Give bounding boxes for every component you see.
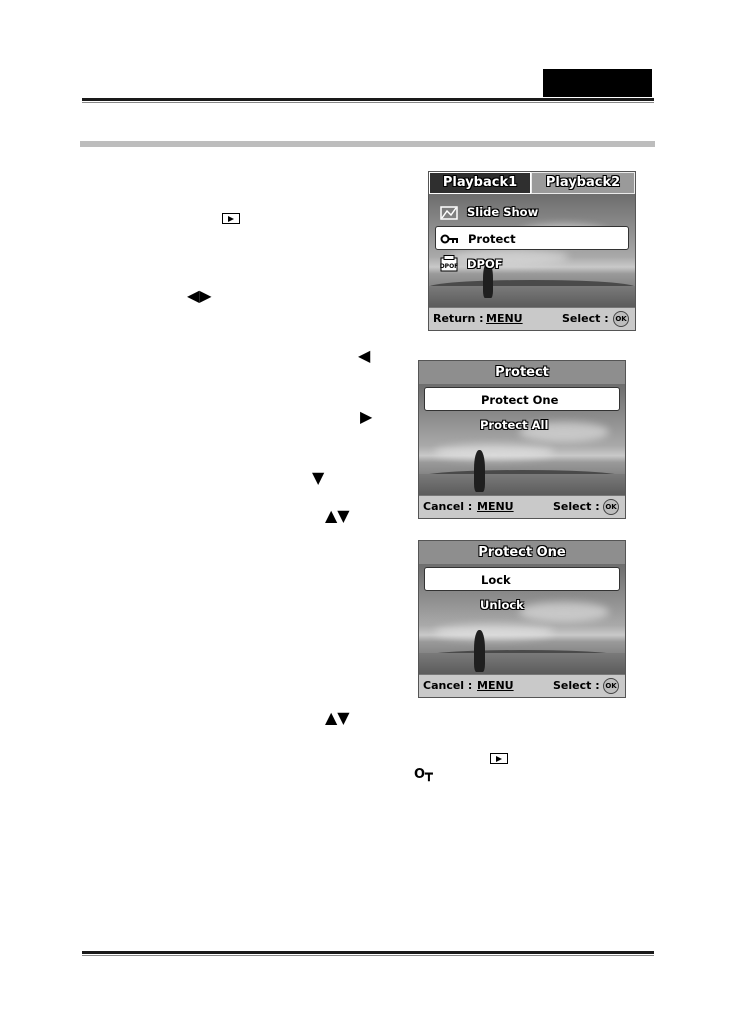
up-down-arrow-icon-2: ▲▼ xyxy=(325,708,350,727)
footer-select-label: Select : xyxy=(562,312,609,325)
ok-button-icon: OK xyxy=(603,678,619,694)
footer-cancel-label: Cancel : xyxy=(423,679,473,692)
svg-text:DPOF: DPOF xyxy=(439,263,459,270)
left-arrow-icon: ◀ xyxy=(358,346,371,365)
footer-menu-key: MENU xyxy=(477,500,514,513)
menu-item-label: Protect xyxy=(468,232,516,246)
lcd-footer xyxy=(419,674,625,697)
lcd-protect-one-menu xyxy=(418,540,626,698)
footer-select-label: Select : xyxy=(553,679,600,692)
footer-menu-key: MENU xyxy=(477,679,514,692)
right-arrow-icon: ▶ xyxy=(360,407,373,426)
menu-item-dpof[interactable] xyxy=(435,252,629,276)
footer-return-label: Return : xyxy=(433,312,484,325)
key-icon-inline: O┳ xyxy=(414,767,433,782)
key-icon xyxy=(440,230,460,248)
menu-item-label: Protect One xyxy=(481,393,559,407)
menu-item-label: Unlock xyxy=(480,598,524,612)
footer-rule-thin xyxy=(82,955,654,956)
tab-playback1[interactable]: Playback1 xyxy=(429,172,531,194)
lcd-header xyxy=(429,172,635,194)
playback-mode-icon-2 xyxy=(490,753,508,764)
menu-item-protect-all[interactable] xyxy=(424,413,620,437)
lcd-title: Protect xyxy=(495,365,549,380)
down-arrow-icon: ▼ xyxy=(312,468,325,487)
menu-item-protect[interactable] xyxy=(435,226,629,250)
section-bar xyxy=(80,141,655,147)
lcd-footer xyxy=(429,307,635,330)
up-down-arrow-icon: ▲▼ xyxy=(325,506,350,525)
lcd-protect-menu xyxy=(418,360,626,519)
header-rule xyxy=(82,98,654,101)
lcd-header xyxy=(419,541,625,564)
footer-cancel-label: Cancel : xyxy=(423,500,473,513)
tab-playback2[interactable]: Playback2 xyxy=(531,172,635,194)
menu-item-unlock[interactable] xyxy=(424,593,620,617)
footer-menu-key: MENU xyxy=(486,312,523,325)
menu-item-lock[interactable] xyxy=(424,567,620,591)
menu-item-label: DPOF xyxy=(467,257,503,271)
menu-item-label: Slide Show xyxy=(467,205,539,219)
lcd-playback-menu xyxy=(428,171,636,331)
language-tab xyxy=(543,69,652,97)
lcd-footer xyxy=(419,495,625,518)
menu-item-slide-show[interactable] xyxy=(435,200,629,224)
menu-item-label: Lock xyxy=(481,573,511,587)
ok-button-icon: OK xyxy=(613,311,629,327)
dpof-icon xyxy=(439,255,459,273)
menu-item-protect-one[interactable] xyxy=(424,387,620,411)
footer-rule xyxy=(82,951,654,954)
lcd-title: Protect One xyxy=(478,545,566,560)
footer-select-label: Select : xyxy=(553,500,600,513)
slideshow-icon xyxy=(439,203,459,221)
lcd-header xyxy=(419,361,625,384)
ok-button-icon: OK xyxy=(603,499,619,515)
left-right-arrow-icon: ◀▶ xyxy=(187,286,212,305)
header-rule-thin xyxy=(82,102,654,103)
playback-mode-icon xyxy=(222,213,240,224)
menu-item-label: Protect All xyxy=(480,418,549,432)
